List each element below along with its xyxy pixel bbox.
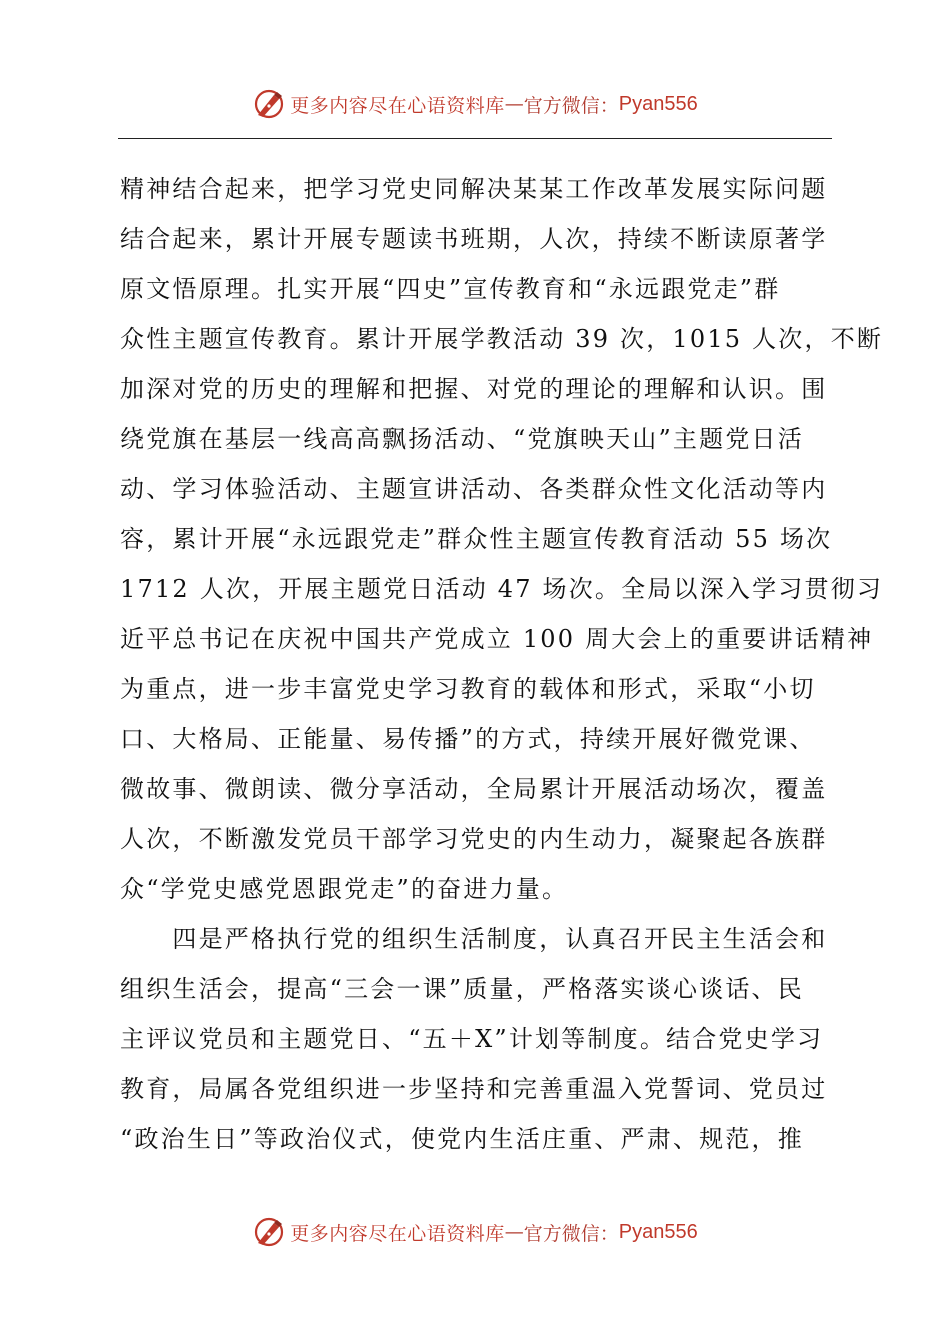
- footer-banner: [0, 1212, 950, 1252]
- text-line: 近平总书记在庆祝中国共产党成立 100 周大会上的重要讲话精神: [120, 625, 874, 653]
- text-line: 容，累计开展“永远跟党走”群众性主题宣传教育活动 55 场次: [120, 525, 833, 553]
- text-line: 主评议党员和主题党日、“五＋X”计划等制度。结合党史学习: [120, 1025, 824, 1053]
- header-divider: [118, 138, 832, 139]
- banner-wechat-label: 官方微信：: [523, 1222, 619, 1245]
- text-line: 教育，局属各党组织进一步坚持和完善重温入党誓词、党员过: [120, 1075, 828, 1103]
- text-line: 为重点，进一步丰富党史学习教育的载体和形式，采取“小切: [120, 675, 816, 703]
- text-line: 众“学党史感党恩跟党走”的奋进力量。: [120, 875, 569, 903]
- banner-wechat-id: Pyan556: [618, 1220, 698, 1243]
- text-line: 原文悟原理。扎实开展“四史”宣传教育和“永远跟党走”群: [120, 275, 781, 303]
- text-line: 加深对党的历史的理解和把握、对党的理论的理解和认识。围: [120, 375, 828, 403]
- banner-slogan: 更多内容尽在心语资料库: [290, 94, 505, 117]
- text-line: 众性主题宣传教育。累计开展学教活动 39 次，1015 人次，不断: [120, 325, 884, 353]
- text-line: 结合起来，累计开展专题读书班期，人次，持续不断读原著学: [120, 225, 828, 253]
- paragraph-start-line: 四是严格执行党的组织生活制度，认真召开民主生活会和: [120, 925, 828, 953]
- text-line: “政治生日”等政治仪式，使党内生活庄重、严肃、规范，推: [120, 1125, 804, 1153]
- pen-nib-icon: [252, 87, 286, 121]
- text-line: 人次，不断激发党员干部学习党史的内生动力，凝聚起各族群: [120, 825, 828, 853]
- text-line: 组织生活会，提高“三会一课”质量，严格落实谈心谈话、民: [120, 975, 804, 1003]
- text-line: 绕党旗在基层一线高高飘扬活动、“党旗映天山”主题党日活: [120, 425, 804, 453]
- text-line: 动、学习体验活动、主题宣讲活动、各类群众性文化活动等内: [120, 475, 828, 503]
- pen-nib-icon: [252, 1215, 286, 1249]
- text-line: 精神结合起来，把学习党史同解决某某工作改革发展实际问题: [120, 175, 828, 203]
- banner-slogan: 更多内容尽在心语资料库: [290, 1222, 505, 1245]
- banner-wechat-label: 官方微信：: [523, 94, 619, 117]
- banner-dash: —: [504, 93, 524, 115]
- banner-dash: —: [504, 1221, 524, 1243]
- document-body: [120, 164, 884, 1164]
- text-line: 口、大格局、正能量、易传播”的方式，持续开展好微党课、: [120, 725, 816, 753]
- banner-wechat-id: Pyan556: [618, 92, 698, 115]
- text-line: 1712 人次，开展主题党日活动 47 场次。全局以深入学习贯彻习: [120, 575, 884, 603]
- text-line: 微故事、微朗读、微分享活动，全局累计开展活动场次，覆盖: [120, 775, 828, 803]
- header-banner: [0, 84, 950, 124]
